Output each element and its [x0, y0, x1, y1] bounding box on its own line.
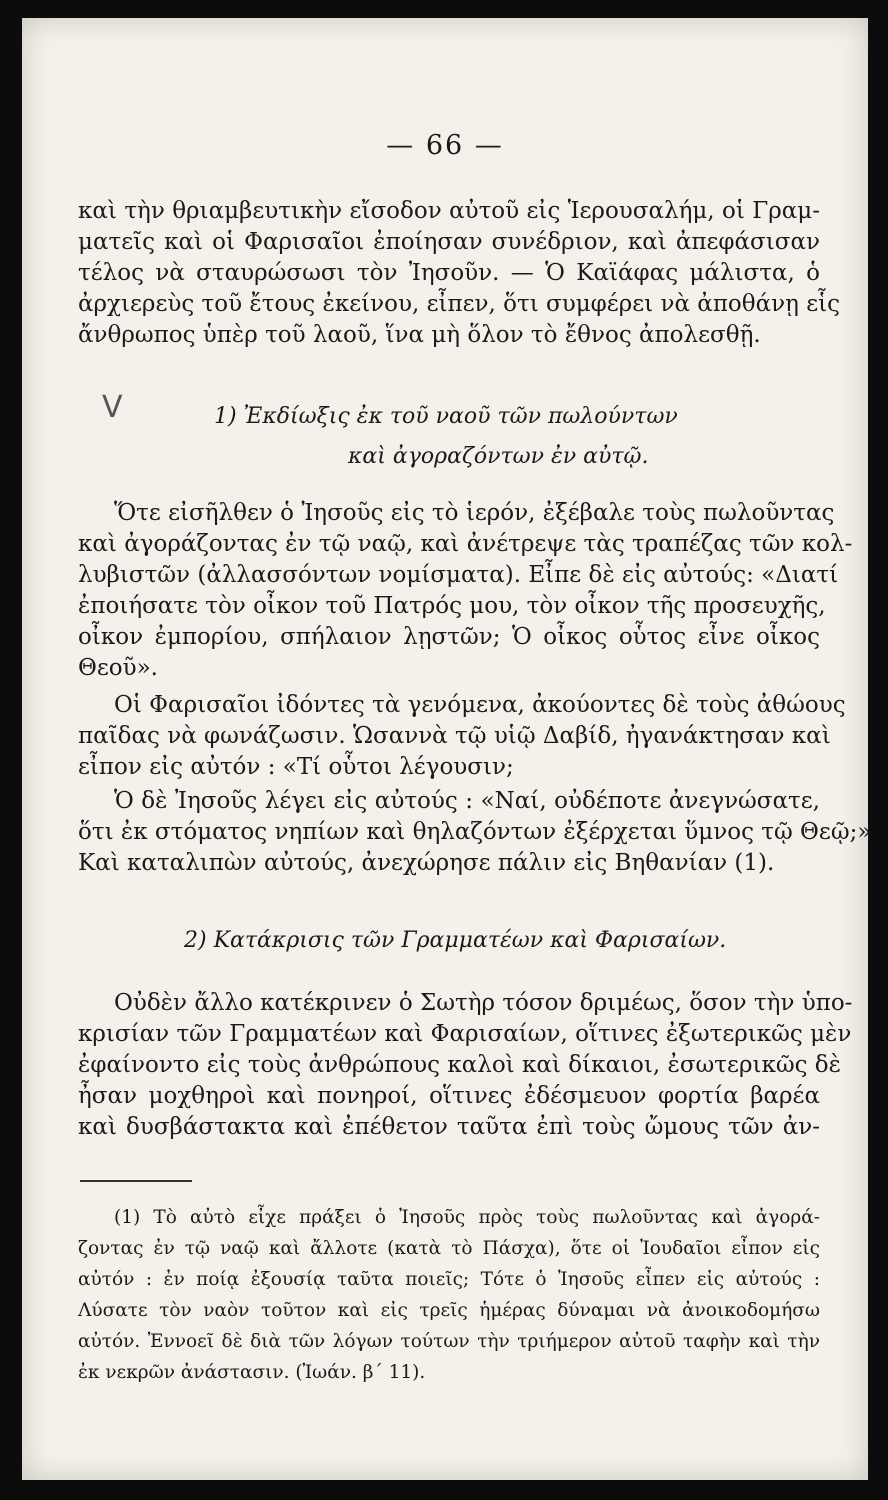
footnote-line: (1) Τὸ αὐτὸ εἶχε πράξει ὁ Ἰησοῦς πρὸς τοὺς πωλοῦντας καὶ ἀγορά-	[114, 1207, 820, 1228]
paragraph-3	[78, 690, 846, 783]
text-line: εἶπον εἰς αὐτόν : «Τί οὗτοι λέγουσιν;	[78, 754, 514, 780]
footnote-line: αὐτόν : ἐν ποίᾳ ἐξουσίᾳ ταῦτα ποιεῖς; Τότε ὁ Ἰησοῦς εἶπεν εἰς αὐτούς :	[78, 1269, 820, 1290]
section-heading-1-line-2: καὶ ἀγοραζόντων ἐν αὐτῷ.	[348, 444, 649, 469]
paragraph-2	[78, 498, 853, 684]
text-line: Καὶ καταλιπὼν αὐτούς, ἀνεχώρησε πάλιν εἰς Βηθανίαν (1).	[78, 850, 775, 876]
text-line: Οὐδὲν ἄλλο κατέκρινεν ὁ Σωτὴρ τόσον δριμέως, ὅσον τὴν ὑπο-	[114, 990, 853, 1016]
footnote-divider	[80, 1180, 192, 1182]
text-line: ἄνθρωπος ὑπὲρ τοῦ λαοῦ, ἵνα μὴ ὅλον τὸ ἔθνος ἀπολεσθῇ.	[78, 322, 761, 348]
text-line: καὶ τὴν θριαμβευτικὴν εἴσοδον αὐτοῦ εἰς Ἱερουσαλήμ, οἱ Γραμ-	[78, 198, 820, 224]
section-heading-2: 2) Κατάκρισις τῶν Γραμματέων καὶ Φαρισαίων.	[184, 928, 727, 953]
text-line: ἦσαν μοχθηροὶ καὶ πονηροί, οἵτινες ἐδέσμευον φορτία βαρέα	[78, 1083, 820, 1109]
text-line: καὶ δυσβάστακτα καὶ ἐπέθετον ταῦτα ἐπὶ τοὺς ὤμους τῶν ἀν-	[78, 1114, 820, 1140]
footnote-line: Λύσατε τὸν ναὸν τοῦτον καὶ εἰς τρεῖς ἡμέρας δύναμαι νὰ ἀνοικοδομήσω	[78, 1300, 820, 1321]
text-line: λυβιστῶν (ἀλλασσόντων νομίσματα). Εἶπε δὲ εἰς αὐτούς: «Διατί	[78, 562, 839, 588]
footnote-line: αὐτόν. Ἐννοεῖ δὲ διὰ τῶν λόγων τούτων τὴν τριήμερον αὐτοῦ ταφὴν καὶ τὴν	[78, 1331, 820, 1352]
text-line: κρισίαν τῶν Γραμματέων καὶ Φαρισαίων, οἵτινες ἐξωτερικῶς μὲν	[78, 1021, 852, 1047]
section-heading-1-line-1: 1) Ἐκδίωξις ἐκ τοῦ ναοῦ τῶν πωλούντων	[214, 404, 678, 429]
book-page	[22, 18, 872, 1480]
paragraph-4	[78, 786, 872, 879]
text-line: καὶ ἀγοράζοντας ἐν τῷ ναῷ, καὶ ἀνέτρεψε τὰς τραπέζας τῶν κολ-	[78, 531, 853, 557]
footnote-line: ζοντας ἐν τῷ ναῷ καὶ ἄλλοτε (κατὰ τὸ Πάσχα), ὅτε οἱ Ἰουδαῖοι εἶπον εἰς	[78, 1238, 820, 1259]
text-line: Οἱ Φαρισαῖοι ἰδόντες τὰ γενόμενα, ἀκούοντες δὲ τοὺς ἀθώους	[114, 692, 846, 718]
text-line: παῖδας νὰ φωνάζωσιν. Ὡσαννὰ τῷ υἱῷ Δαβίδ, ἠγανάκτησαν καὶ	[78, 723, 831, 749]
text-line: ματεῖς καὶ οἱ Φαρισαῖοι ἐποίησαν συνέδριον, καὶ ἀπεφάσισαν	[78, 229, 820, 255]
text-line: ἐφαίνοντο εἰς τοὺς ἀνθρώπους καλοὶ καὶ δίκαιοι, ἐσωτερικῶς δὲ	[78, 1052, 841, 1078]
text-line: Ὅτε εἰσῆλθεν ὁ Ἰησοῦς εἰς τὸ ἱερόν, ἐξέβαλε τοὺς πωλοῦντας	[114, 500, 835, 526]
page-number: — 66 —	[386, 130, 504, 161]
paragraph-5	[78, 988, 853, 1143]
text-line: ἐποιήσατε τὸν οἶκον τοῦ Πατρός μου, τὸν οἶκον τῆς προσευχῆς,	[78, 593, 826, 619]
margin-check-mark: V	[102, 390, 123, 425]
text-line: ἀρχιερεὺς τοῦ ἔτους ἐκείνου, εἶπεν, ὅτι συμφέρει νὰ ἀποθάνῃ εἷς	[78, 291, 841, 317]
footnote	[78, 1202, 820, 1388]
footnote-line: ἐκ νεκρῶν ἀνάστασιν. (Ἰωάν. β´ 11).	[78, 1362, 426, 1383]
text-line: τέλος νὰ σταυρώσωσι τὸν Ἰησοῦν. — Ὁ Καϊάφας μάλιστα, ὁ	[78, 260, 820, 286]
paragraph-1	[78, 196, 841, 351]
text-line: ὅτι ἐκ στόματος νηπίων καὶ θηλαζόντων ἐξέρχεται ὕμνος τῷ Θεῷ;»	[78, 819, 872, 845]
text-line: Θεοῦ».	[78, 655, 158, 681]
text-line: Ὁ δὲ Ἰησοῦς λέγει εἰς αὐτούς : «Ναί, οὐδέποτε ἀνεγνώσατε,	[114, 788, 820, 814]
text-line: οἶκον ἐμπορίου, σπήλαιον λῃστῶν; Ὁ οἶκος οὗτος εἶνε οἶκος	[78, 624, 820, 650]
